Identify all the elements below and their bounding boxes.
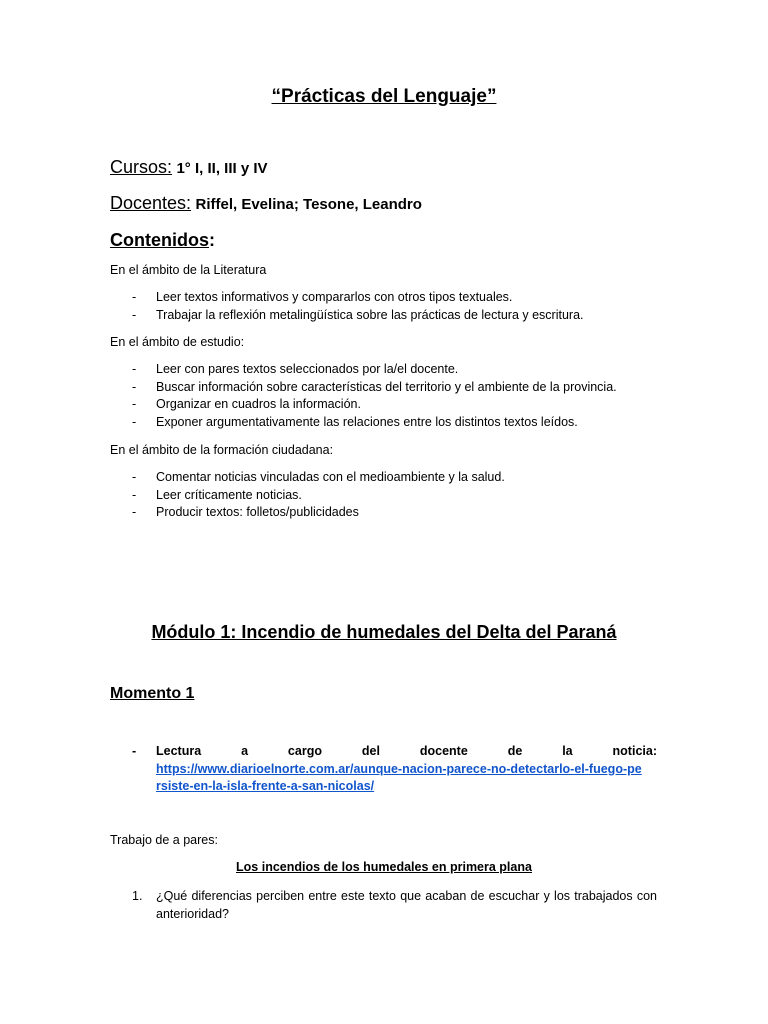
- list-item-text: Comentar noticias vinculadas con el medioambiente y la salud.: [156, 470, 505, 484]
- list-item: [110, 396, 658, 414]
- list-item: [110, 361, 658, 379]
- docentes-line: [110, 193, 422, 214]
- bullet-dash: -: [132, 744, 137, 758]
- reading-word: a: [241, 744, 249, 758]
- list-item: [110, 469, 658, 487]
- list-item: [110, 504, 658, 522]
- list-item: [110, 414, 658, 432]
- ciudadana-list: [110, 469, 658, 522]
- bullet-dash: -: [132, 397, 137, 412]
- cursos-line: [110, 157, 268, 178]
- pairs-label: Trabajo de a pares:: [110, 833, 218, 847]
- bullet-dash: -: [132, 415, 137, 430]
- news-link[interactable]: https://www.diarioelnorte.com.ar/aunque-nacion-parece-no-detectarlo-el-fuego-persiste-en-la-isla-frente-a-san-nicolas/: [156, 761, 642, 794]
- reading-word: del: [361, 744, 380, 758]
- question-number: 1.: [132, 889, 143, 903]
- section-label-estudio: En el ámbito de estudio:: [110, 335, 245, 349]
- momento-heading: Momento 1: [110, 685, 195, 702]
- bullet-dash: -: [132, 290, 137, 304]
- list-item: [110, 487, 658, 505]
- contenidos-colon: :: [209, 230, 215, 250]
- module-title: Módulo 1: Incendio de humedales del Delta del Paraná: [151, 622, 617, 642]
- bullet-dash: -: [132, 362, 137, 376]
- estudio-list: [110, 361, 658, 432]
- list-item-text: Producir textos: folletos/publicidades: [156, 505, 359, 520]
- list-item-text: Trabajar la reflexión metalingüística sobre las prácticas de lectura y escritura.: [156, 307, 584, 322]
- contenidos-heading: [110, 230, 215, 251]
- docentes-value: Riffel, Evelina; Tesone, Leandro: [195, 196, 422, 213]
- question-text: ¿Qué diferencias perciben entre este texto que acaban de escuchar y los trabajados con anterioridad?: [156, 889, 657, 921]
- bullet-dash: -: [132, 470, 137, 484]
- reading-word: la: [562, 744, 573, 758]
- list-item-text: Leer con pares textos seleccionados por la/el docente.: [156, 362, 459, 376]
- list-item-text: Buscar información sobre características del territorio y el ambiente de la provincia.: [156, 379, 617, 394]
- list-item-text: Leer críticamente noticias.: [156, 487, 302, 502]
- list-item-text: Exponer argumentativamente las relaciones entre los distintos textos leídos.: [156, 415, 578, 430]
- section-label-literatura: En el ámbito de la Literatura: [110, 263, 267, 277]
- reading-word: docente: [419, 744, 468, 758]
- reading-word: Lectura: [156, 744, 202, 758]
- reading-label: [156, 743, 657, 761]
- reading-word: cargo: [287, 744, 322, 758]
- bullet-dash: -: [132, 379, 137, 394]
- bullet-dash: -: [132, 307, 137, 322]
- reading-word: de: [507, 744, 523, 758]
- document-title: “Prácticas del Lenguaje”: [271, 86, 497, 107]
- cursos-value: 1° I, II, III y IV: [176, 160, 268, 177]
- reading-word: noticia:: [612, 744, 657, 758]
- list-item-text: Organizar en cuadros la información.: [156, 397, 361, 412]
- section-label-ciudadana: En el ámbito de la formación ciudadana:: [110, 443, 334, 457]
- docentes-label: Docentes:: [110, 193, 192, 213]
- literatura-list: [110, 289, 658, 324]
- list-item: [110, 307, 658, 325]
- list-item-text: Leer textos informativos y compararlos con otros tipos textuales.: [156, 290, 513, 304]
- bullet-dash: -: [132, 487, 137, 502]
- list-item: [110, 289, 658, 307]
- list-item: [110, 379, 658, 397]
- cursos-label: Cursos:: [110, 157, 173, 177]
- bullet-dash: -: [132, 505, 137, 520]
- reading-text: [156, 743, 657, 796]
- contenidos-label: Contenidos: [110, 230, 209, 250]
- activity-subtitle: Los incendios de los humedales en primera plana: [236, 860, 532, 874]
